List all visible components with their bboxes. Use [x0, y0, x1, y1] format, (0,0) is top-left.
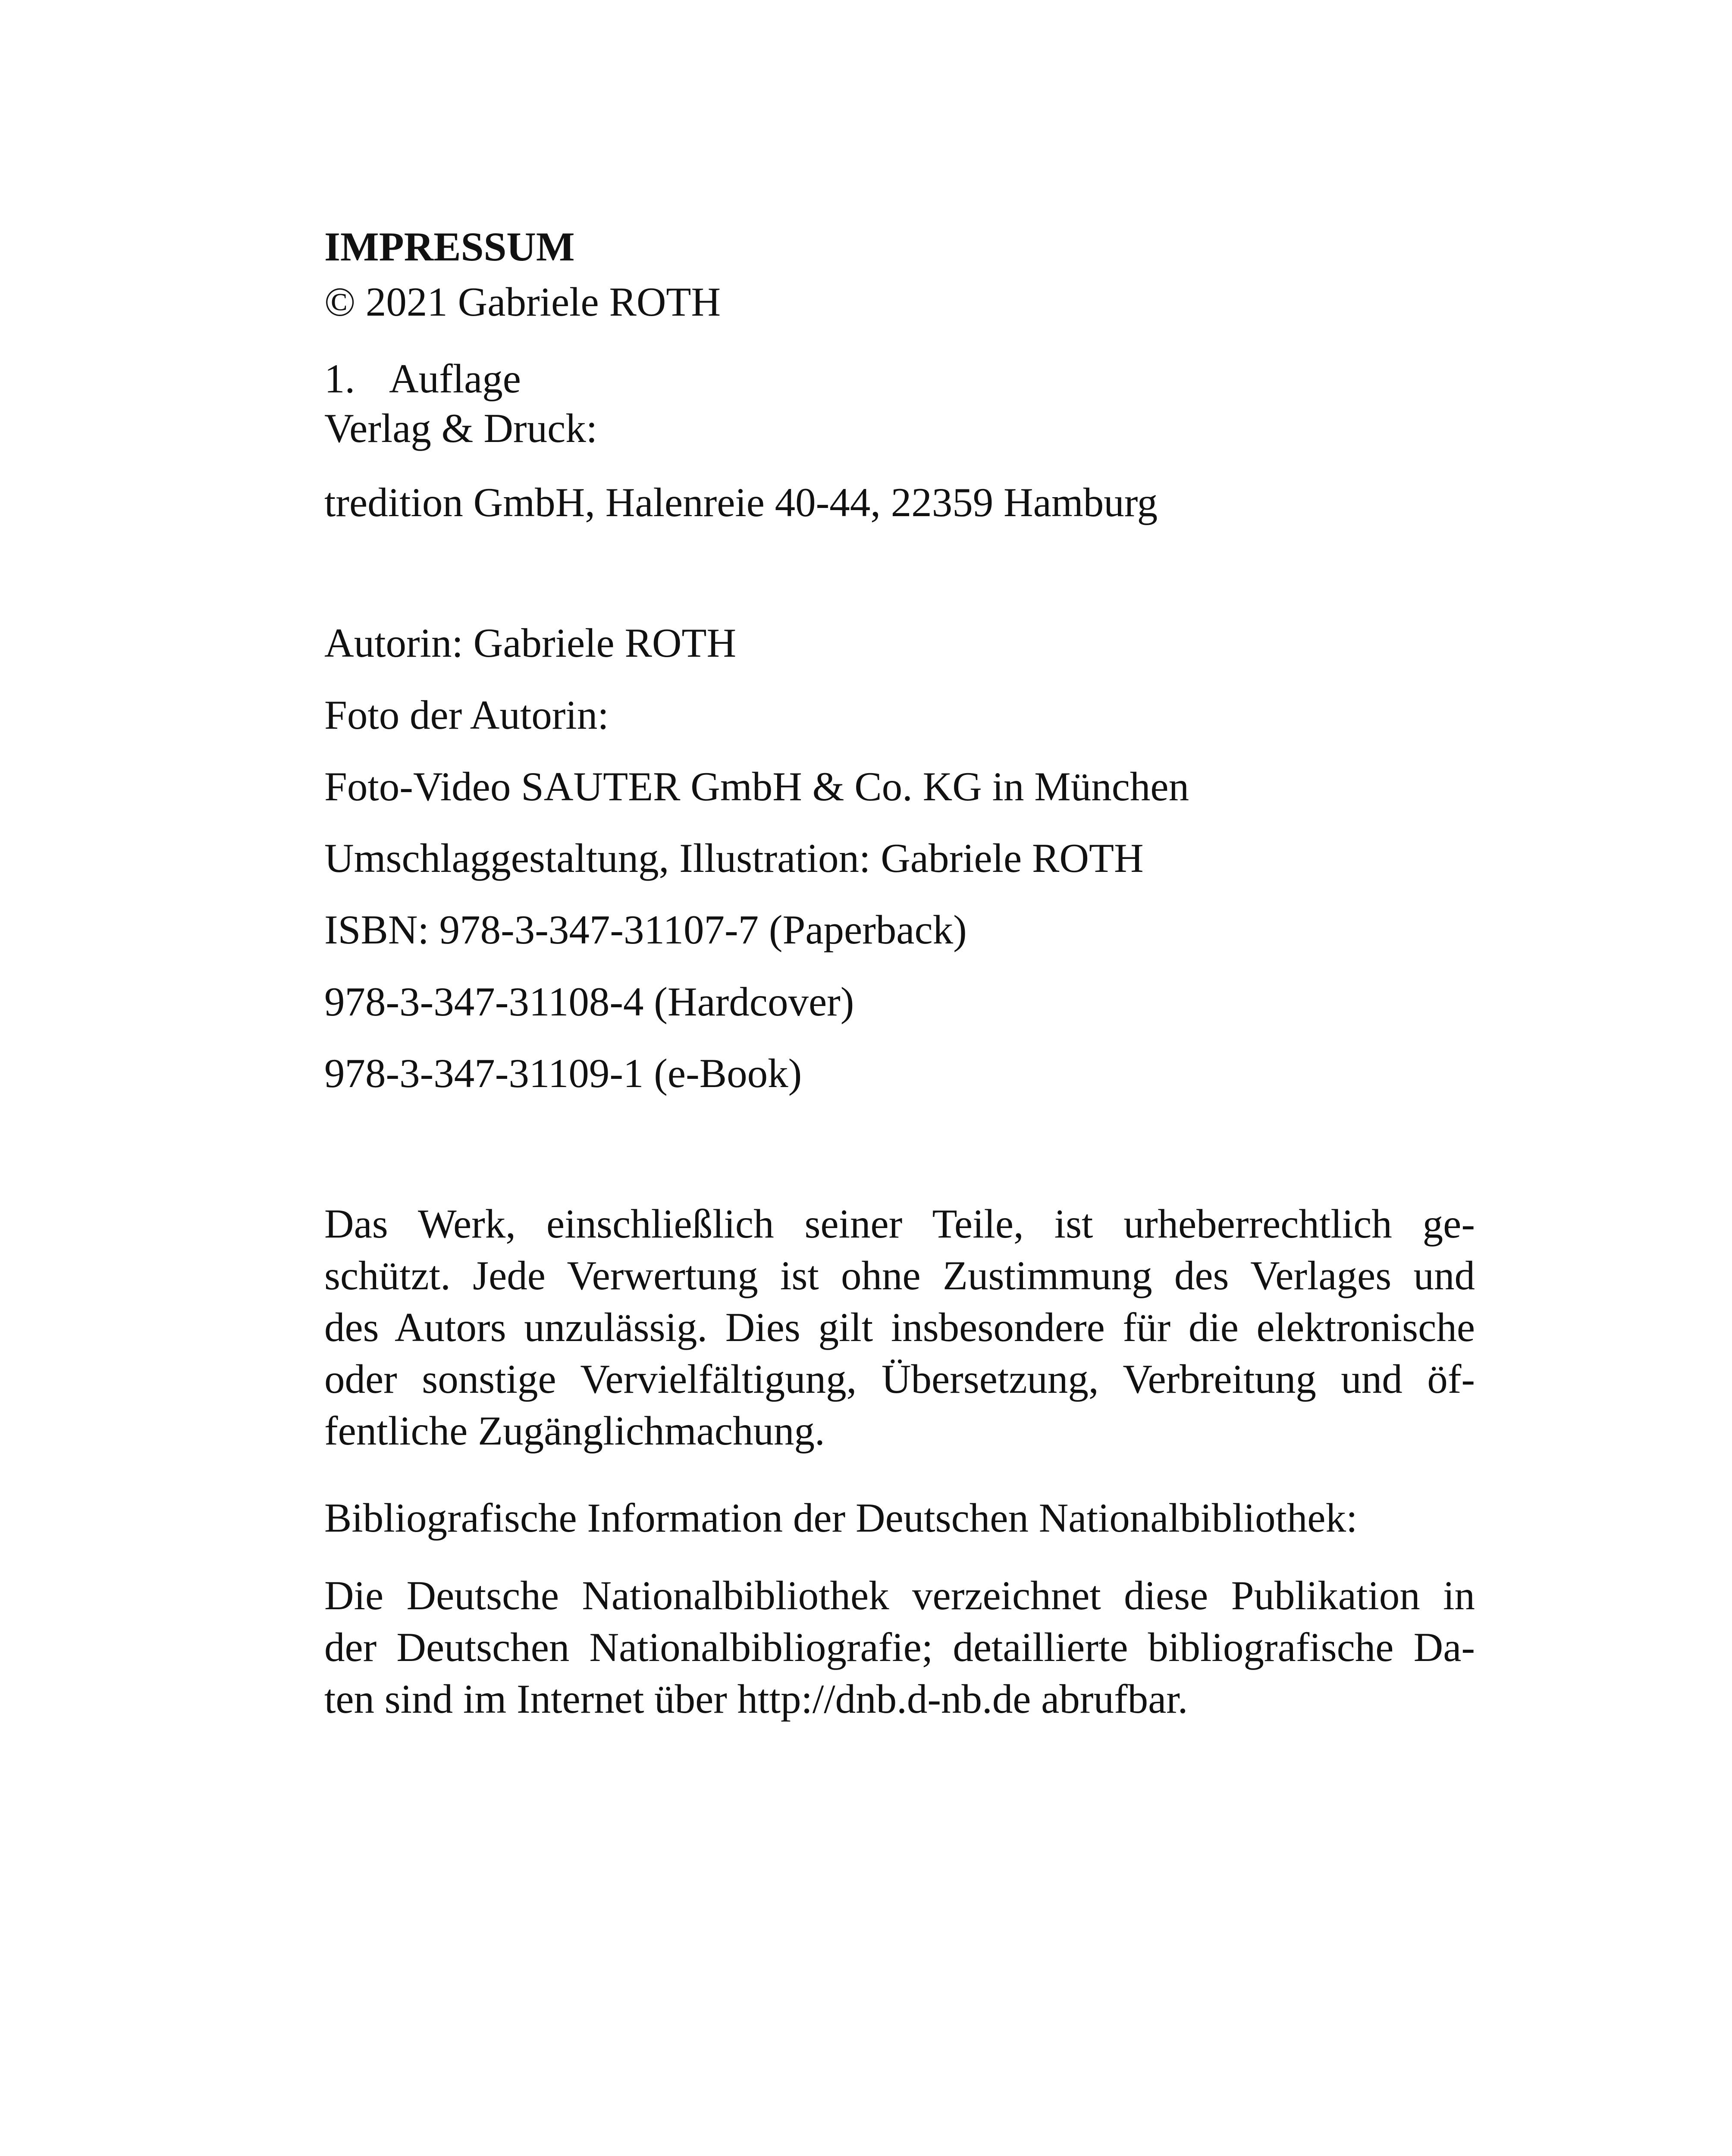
bibliographic-heading: Bibliografische Information der Deutschen Nationalbibliothek: — [324, 1495, 1358, 1541]
photo-label: Foto der Autorin: — [324, 692, 609, 738]
bibliographic-text-line: der Deutschen Nationalbibliografie; detaillierte bibliografische Da- — [324, 1624, 1475, 1670]
cover-design-line: Umschlaggestaltung, Illustration: Gabriele ROTH — [324, 835, 1144, 881]
copyright-line: © 2021 Gabriele ROTH — [324, 279, 721, 325]
publisher-address: tredition GmbH, Halenreie 40-44, 22359 Hamburg — [324, 479, 1158, 525]
isbn-paperback: ISBN: 978-3-347-31107-7 (Paperback) — [324, 907, 967, 953]
copyright-notice — [324, 1198, 1475, 1457]
copyright-notice-line: Das Werk, einschließlich seiner Teile, ist urheberrechtlich ge- — [324, 1201, 1475, 1247]
copyright-notice-line: oder sonstige Vervielfältigung, Übersetzung, Verbreitung und öf- — [324, 1356, 1475, 1402]
edition-number: 1. — [324, 356, 355, 401]
copyright-notice-line: schützt. Jede Verwertung ist ohne Zustimmung des Verlages und — [324, 1253, 1475, 1298]
bibliographic-text-line: Die Deutsche Nationalbibliothek verzeichnet diese Publikation in — [324, 1573, 1475, 1618]
isbn-hardcover: 978-3-347-31108-4 (Hardcover) — [324, 979, 854, 1025]
publisher-label: Verlag & Druck: — [324, 405, 598, 451]
imprint-heading: IMPRESSUM — [324, 224, 575, 270]
isbn-ebook: 978-3-347-31109-1 (e-Book) — [324, 1050, 802, 1096]
edition-line — [324, 353, 521, 404]
copyright-notice-line: des Autors unzulässig. Dies gilt insbesondere für die elektronische — [324, 1304, 1475, 1350]
bibliographic-text-line: ten sind im Internet über http://dnb.d-nb.de abrufbar. — [324, 1676, 1188, 1722]
author-line: Autorin: Gabriele ROTH — [324, 620, 737, 666]
copyright-notice-line: fentliche Zugänglichmachung. — [324, 1408, 825, 1454]
edition-label: Auflage — [389, 356, 521, 401]
photo-credit: Foto-Video SAUTER GmbH & Co. KG in München — [324, 764, 1189, 809]
bibliographic-text — [324, 1570, 1475, 1725]
